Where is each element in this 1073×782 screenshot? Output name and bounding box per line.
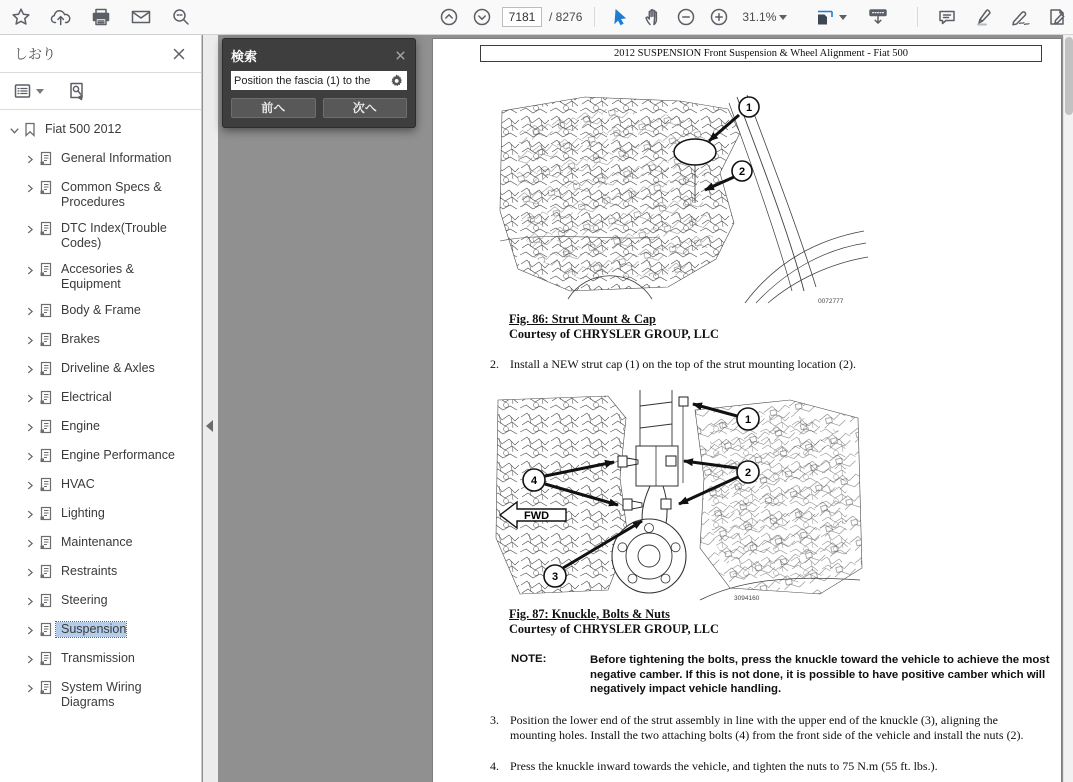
collapse-panel-arrow-icon[interactable] — [206, 420, 213, 432]
page-down-icon — [472, 7, 492, 27]
fig86-callout-2: 2 — [738, 166, 746, 178]
chevron-collapsed-icon — [24, 264, 36, 277]
fig86-callout-1: 1 — [745, 102, 753, 114]
fill-sign-pen-icon — [1010, 7, 1032, 27]
hand-tool-button[interactable] — [640, 4, 666, 30]
bookmark-item[interactable] — [0, 146, 201, 175]
hide-toolbar-button[interactable] — [865, 4, 891, 30]
email-icon — [130, 7, 152, 27]
bookmark-flag-icon — [23, 122, 37, 137]
chevron-down-icon — [36, 89, 44, 94]
zoom-level-label: 31.1% — [742, 10, 777, 24]
page-display-dropdown[interactable] — [811, 5, 850, 29]
close-icon[interactable] — [171, 46, 187, 62]
bookmark-page-icon — [39, 535, 53, 550]
bookmark-item-label: Accesories & Equipment — [61, 262, 134, 291]
bookmark-item[interactable] — [0, 617, 201, 646]
star-icon — [11, 7, 31, 27]
chevron-collapsed-icon — [24, 653, 36, 666]
bookmark-item[interactable] — [0, 530, 201, 559]
step-3-number: 3. — [490, 713, 499, 727]
edit-pdf-icon — [1047, 7, 1069, 27]
bookmark-item[interactable] — [0, 559, 201, 588]
select-tool-button[interactable] — [607, 4, 633, 30]
fig86-illustration — [490, 91, 870, 305]
bookmark-item-label: Restraints — [61, 564, 118, 578]
highlighter-icon — [974, 7, 994, 27]
bookmark-item[interactable] — [0, 588, 201, 617]
bookmark-page-icon — [39, 593, 53, 608]
bookmark-root-label: Fiat 500 2012 — [45, 122, 122, 136]
fig87-callout-1: 1 — [744, 414, 752, 426]
bookmark-page-icon — [39, 151, 53, 166]
email-button[interactable] — [128, 4, 154, 30]
chevron-collapsed-icon — [24, 363, 36, 376]
bookmark-item-label: Engine — [61, 419, 100, 433]
bookmark-item[interactable] — [0, 646, 201, 675]
bookmark-page-icon — [39, 651, 53, 666]
panel-splitter[interactable] — [203, 35, 218, 782]
cloud-upload-icon — [50, 7, 72, 27]
step-3-text: Position the lower end of the strut assembly in line with the upper end of the knuckle (3), aligning the mounting holes. Install the two attaching bolts (4) from the front side of the vehicle and install the nuts (2). — [510, 713, 1024, 742]
dock-toolbar-icon — [867, 7, 889, 27]
chevron-collapsed-icon — [24, 450, 36, 463]
gear-icon[interactable] — [390, 74, 404, 88]
scrollbar-thumb[interactable] — [1065, 37, 1073, 115]
chevron-collapsed-icon — [24, 624, 36, 637]
chevron-collapsed-icon — [24, 479, 36, 492]
bookmark-page-icon — [39, 506, 53, 521]
bookmark-item[interactable] — [0, 356, 201, 385]
chevron-collapsed-icon — [24, 595, 36, 608]
zoom-in-icon — [709, 7, 729, 27]
note-text: Before tightening the bolts, press the knuckle toward the vehicle to achieve the most negative camber. If this is not done, it is possible to have positive camber which will negatively impact vehicle handling. — [590, 654, 1050, 696]
locate-current-bookmark-button[interactable] — [64, 78, 90, 104]
toolbar-separator — [917, 7, 918, 27]
fig86-caption-title: Fig. 86: Strut Mount & Cap — [509, 312, 656, 326]
step-2-text: Install a NEW strut cap (1) on the top of the strut mounting location (2). — [510, 357, 857, 371]
top-toolbar — [0, 0, 1073, 35]
bookmarks-panel-title: しおり — [14, 45, 56, 62]
bookmark-item[interactable] — [0, 501, 201, 530]
fig86-id-code: 0072777 — [818, 298, 844, 305]
bookmark-item-label: Common Specs & Procedures — [61, 180, 162, 209]
page-up-icon — [439, 7, 459, 27]
bookmark-item-label: Maintenance — [61, 535, 133, 549]
fig87-callout-2: 2 — [744, 467, 752, 479]
search-popup — [222, 38, 416, 128]
bookmark-page-icon — [39, 477, 53, 492]
bookmark-item-label: Electrical — [61, 390, 112, 404]
bookmark-item[interactable] — [0, 414, 201, 443]
fig87-credit: Courtesy of CHRYSLER GROUP, LLC — [509, 621, 719, 636]
bookmark-item-label: HVAC — [61, 477, 95, 491]
chevron-collapsed-icon — [24, 153, 36, 166]
zoom-in-button[interactable] — [706, 4, 732, 30]
bookmark-page-icon — [39, 262, 53, 277]
fig87-id-code: 3094160 — [734, 595, 760, 602]
close-icon[interactable] — [394, 49, 407, 62]
step-4 — [490, 759, 1040, 774]
fig87-illustration — [490, 388, 870, 604]
comment-button[interactable] — [934, 4, 960, 30]
bookmark-item-label: General Information — [61, 151, 172, 165]
highlight-button[interactable] — [971, 4, 997, 30]
bookmarks-panel — [0, 35, 202, 782]
bookmark-item[interactable] — [0, 675, 201, 716]
chevron-down-icon — [839, 15, 847, 20]
bookmark-item[interactable] — [0, 472, 201, 501]
printer-icon — [91, 7, 111, 27]
chevron-collapsed-icon — [24, 334, 36, 347]
bookmark-page-icon — [39, 448, 53, 463]
bookmark-page-icon — [39, 680, 53, 695]
select-cursor-icon — [611, 8, 629, 26]
search-input[interactable] — [234, 73, 390, 89]
chevron-collapsed-icon — [24, 682, 36, 695]
bookmark-tree — [0, 110, 201, 716]
bookmark-item-label: Brakes — [61, 332, 100, 346]
chevron-collapsed-icon — [24, 537, 36, 550]
bookmark-item[interactable] — [0, 298, 201, 327]
favorite-star-button[interactable] — [8, 4, 34, 30]
note-label: NOTE: — [511, 653, 547, 665]
bookmark-item[interactable] — [0, 257, 201, 298]
step-4-text: Press the knuckle inward towards the vehicle, and tighten the nuts to 75 N.m (55 ft. lbs.). — [510, 759, 938, 773]
step-2-number: 2. — [490, 357, 499, 371]
chevron-collapsed-icon — [24, 421, 36, 434]
document-viewport — [218, 35, 1063, 782]
search-icon — [171, 7, 191, 27]
bookmark-item[interactable] — [0, 385, 201, 414]
chevron-collapsed-icon — [24, 182, 36, 195]
comment-bubble-icon — [937, 7, 957, 27]
bookmark-page-icon — [39, 180, 53, 195]
locate-bookmark-icon — [67, 81, 87, 101]
bookmark-item-label: Engine Performance — [61, 448, 175, 462]
page-header-box: 2012 SUSPENSION Front Suspension & Wheel Alignment - Fiat 500 — [480, 45, 1042, 62]
search-next-button[interactable]: 次へ — [323, 98, 408, 118]
chevron-expanded-icon — [8, 124, 21, 137]
bookmark-root-item[interactable] — [0, 117, 201, 146]
edit-pdf-button[interactable] — [1045, 4, 1071, 30]
search-popup-title: 検索 — [231, 49, 258, 64]
step-4-number: 4. — [490, 759, 499, 773]
bookmark-item[interactable] — [0, 443, 201, 472]
vertical-scrollbar[interactable] — [1063, 35, 1073, 782]
fig87-callout-4: 4 — [530, 475, 538, 487]
bookmark-item[interactable] — [0, 216, 201, 257]
fig86-credit: Courtesy of CHRYSLER GROUP, LLC — [509, 326, 719, 341]
bookmark-item-label: Driveline & Axles — [61, 361, 155, 375]
fig87-callout-3: 3 — [551, 571, 559, 583]
chevron-collapsed-icon — [24, 508, 36, 521]
hand-icon — [643, 7, 663, 27]
bookmark-item-label: Lighting — [61, 506, 105, 520]
bookmark-item[interactable] — [0, 175, 201, 216]
bookmark-item-label: DTC Index(Trouble Codes) — [61, 221, 167, 250]
bookmark-item-label: Steering — [61, 593, 108, 607]
bookmark-item-label: Body & Frame — [61, 303, 141, 317]
bookmark-page-icon — [39, 390, 53, 405]
page-display-icon — [814, 7, 836, 27]
fill-sign-button[interactable] — [1008, 4, 1034, 30]
bookmark-page-icon — [39, 622, 53, 637]
options-list-icon — [13, 81, 33, 101]
bookmark-page-icon — [39, 419, 53, 434]
page-number-input[interactable] — [502, 7, 542, 27]
share-button[interactable] — [48, 4, 74, 30]
search-previous-button[interactable]: 前へ — [231, 98, 316, 118]
step-3 — [490, 713, 1040, 742]
bookmark-item-label: System Wiring Diagrams — [61, 680, 142, 709]
fig86-caption — [509, 312, 719, 341]
bookmark-options-button[interactable] — [13, 81, 44, 101]
bookmark-page-icon — [39, 332, 53, 347]
chevron-collapsed-icon — [24, 392, 36, 405]
page-total-label: / 8276 — [549, 10, 583, 24]
zoom-level-dropdown[interactable] — [739, 8, 790, 26]
zoom-out-icon — [676, 7, 696, 27]
fig87-caption — [509, 607, 719, 636]
next-page-button[interactable] — [469, 4, 495, 30]
chevron-collapsed-icon — [24, 223, 36, 236]
chevron-down-icon — [779, 15, 787, 20]
bookmark-item-label: Suspension — [56, 622, 126, 637]
bookmark-page-icon — [39, 303, 53, 318]
print-button[interactable] — [88, 4, 114, 30]
chevron-collapsed-icon — [24, 566, 36, 579]
bookmark-page-icon — [39, 221, 53, 236]
search-button[interactable] — [168, 4, 194, 30]
toolbar-separator — [594, 7, 595, 27]
bookmark-page-icon — [39, 564, 53, 579]
chevron-collapsed-icon — [24, 305, 36, 318]
previous-page-button[interactable] — [436, 4, 462, 30]
step-2 — [490, 357, 1035, 372]
pdf-page — [432, 38, 1062, 782]
bookmark-item[interactable] — [0, 327, 201, 356]
fig87-fwd-label: FWD — [524, 510, 550, 522]
zoom-out-button[interactable] — [673, 4, 699, 30]
fig87-caption-title: Fig. 87: Knuckle, Bolts & Nuts — [509, 607, 670, 621]
bookmark-item-label: Transmission — [61, 651, 135, 665]
bookmark-page-icon — [39, 361, 53, 376]
